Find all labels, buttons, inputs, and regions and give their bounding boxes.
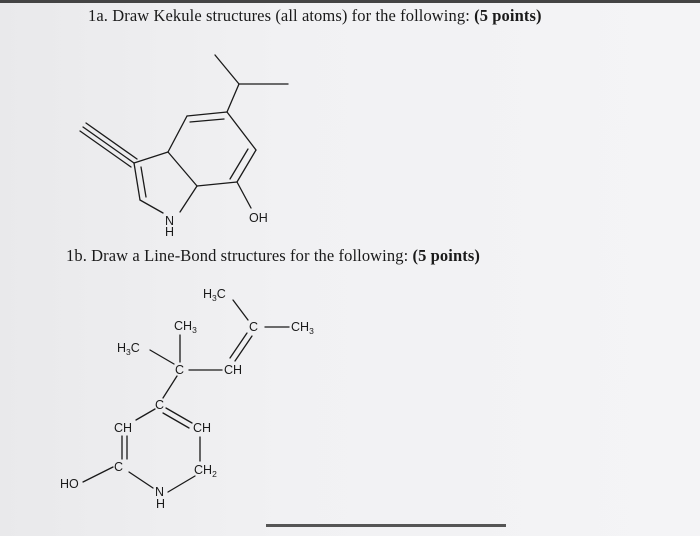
c-bottom-left-label: C [114, 460, 124, 474]
molecule-1-hydroxyl-label: OH [249, 211, 268, 225]
question-1a-points: (5 points) [474, 6, 542, 25]
h3c-left-label: $H_3C$ [117, 341, 140, 357]
ch-right-label: CH [193, 421, 212, 435]
c-center-label: C [175, 363, 185, 377]
ch2-label: $CH_2$ [194, 463, 217, 479]
h3c-top-label: $H_3C$ [203, 287, 226, 303]
ch3-top-label: $CH_3$ [174, 319, 197, 335]
molecule-1-nitrogen-label: N [165, 214, 175, 228]
question-1b-text: 1b. Draw a Line-Bond structures for the following: [66, 246, 413, 265]
c-right-label: C [249, 320, 259, 334]
ch-center-label: CH [224, 363, 243, 377]
ch3-right-label: $CH_3$ [291, 320, 314, 336]
ch-left-label: CH [114, 421, 133, 435]
molecule-2-nitrogen-label: N [155, 485, 165, 499]
molecule-2-hydrogen-label: H [156, 497, 166, 511]
molecule-1-hydrogen-label: H [165, 225, 175, 239]
ho-label: HO [60, 477, 79, 491]
question-1b-points: (5 points) [412, 246, 480, 265]
c-ring-top-label: C [155, 398, 165, 412]
question-1a-text: 1a. Draw Kekule structures (all atoms) for the following: [88, 6, 475, 25]
bottom-underline [266, 524, 506, 527]
